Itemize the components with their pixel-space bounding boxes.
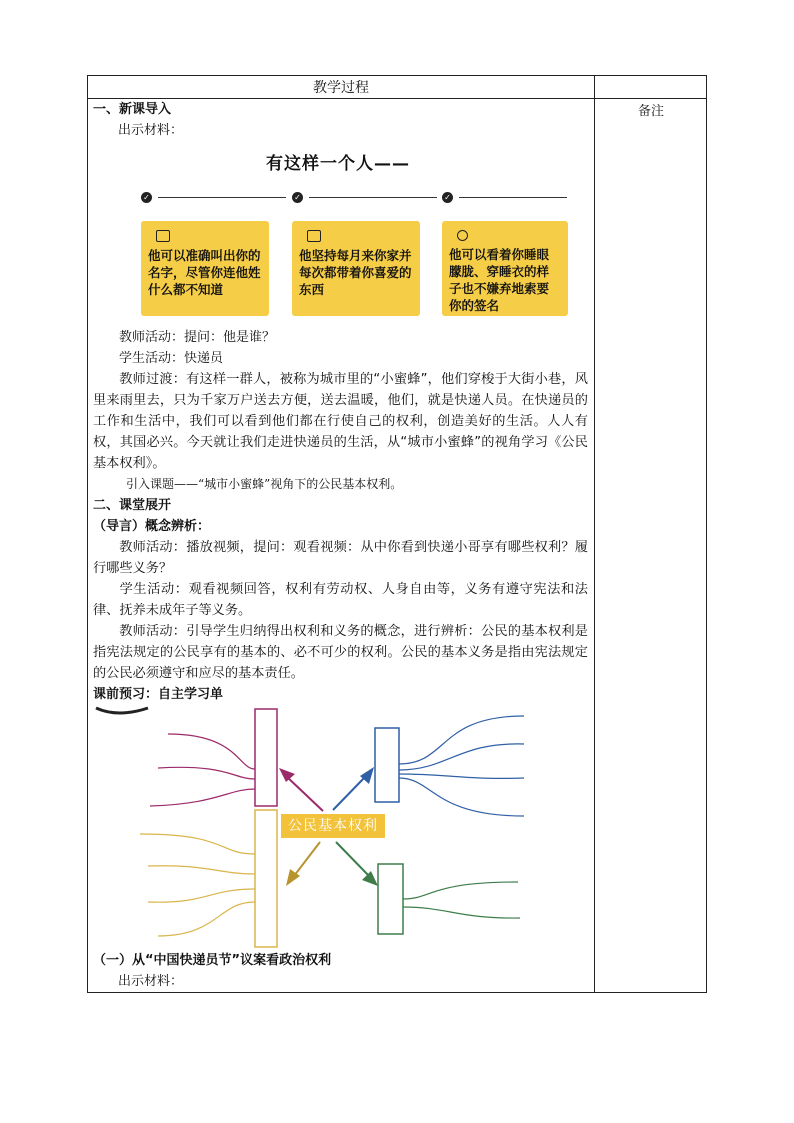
check-icon: ✓ — [442, 192, 453, 203]
section1-heading: 一、新课导入 — [93, 102, 172, 117]
preview-label: 课前预习：自主学习单 — [93, 687, 224, 702]
notes-header: 备注 — [637, 104, 664, 119]
card-text: 他可以准确叫出你的名字，尽管你连他姓什么都不知道 — [148, 248, 261, 297]
banner-card-1 — [141, 221, 269, 316]
teacher1-text: 教师活动：播放视频，提问：观看视频：从中你看到快递小哥享有哪些权利？履行哪些义务？ — [93, 540, 588, 576]
banner-card-3 — [442, 221, 568, 316]
lightbulb-icon — [457, 230, 468, 241]
part1-heading: （一）从“中国快递员节”议案看政治权利 — [93, 953, 332, 968]
teacher-activity-2 — [93, 621, 588, 684]
student-activity-1 — [93, 579, 588, 621]
concept-subheading: （导言）概念辨析： — [93, 519, 211, 534]
teacher2-text: 教师活动：引导学生归纳得出权利和义务的概念，进行辨析：公民的基本权利是指宪法规定的公民享有的基本的、必不可少的权利。公民的基本义务是指由宪法规定的公民必须遵守和应尽的基本责任。 — [93, 624, 588, 681]
card-text: 他坚持每月来你家并每次都带着你喜爱的东西 — [299, 248, 412, 297]
mindmap-center-label: 公民基本权利 — [281, 814, 385, 838]
teacher-question: 教师活动：提问：他是谁？ — [119, 330, 276, 345]
student-answer: 学生活动：快递员 — [119, 351, 224, 366]
lesson-table — [87, 75, 707, 993]
show-material-label: 出示材料： — [118, 123, 184, 138]
banner-card-2 — [292, 221, 420, 316]
list-icon — [156, 230, 170, 242]
teaching-process-header: 教学过程 — [313, 80, 369, 96]
timeline-line — [158, 197, 286, 198]
section2-heading: 二、课堂展开 — [93, 498, 172, 513]
student1-text: 学生活动：观看视频回答，权利有劳动权、人身自由等，义务有遵守宪法和法律、抚养未成年子等义务。 — [93, 582, 588, 618]
timeline-line — [459, 197, 567, 198]
banner-title: 有这样一个人—— — [266, 154, 410, 174]
browser-icon — [307, 230, 321, 242]
transition-text: 教师过渡：有这样一群人，被称为城市里的“小蜜蜂”，他们穿梭于大街小巷，风里来雨里去，只为千家万户送去方便，送去温暖，他们，就是快递人员。在快递员的工作和生活中，我们可以看到他们都在行使自己的权利，创造美好的生活。人人有权，其国必兴。今天就让我们走进快递员的生活，从“城市小蜜蜂”的视角学习《公民基本权利》。 — [93, 372, 588, 471]
check-icon: ✓ — [141, 192, 152, 203]
timeline-line — [309, 197, 437, 198]
teacher-activity-1 — [93, 537, 588, 579]
teacher-transition — [93, 369, 588, 474]
column-divider — [594, 76, 595, 992]
topic-intro: 引入课题——“城市小蜜蜂”视角下的公民基本权利。 — [126, 477, 403, 491]
check-icon: ✓ — [292, 192, 303, 203]
header-divider — [88, 98, 706, 99]
show-material-label-2: 出示材料： — [118, 974, 184, 989]
card-text: 他可以看着你睡眼朦胧、穿睡衣的样子也不嫌弃地索要你的签名 — [449, 247, 550, 313]
